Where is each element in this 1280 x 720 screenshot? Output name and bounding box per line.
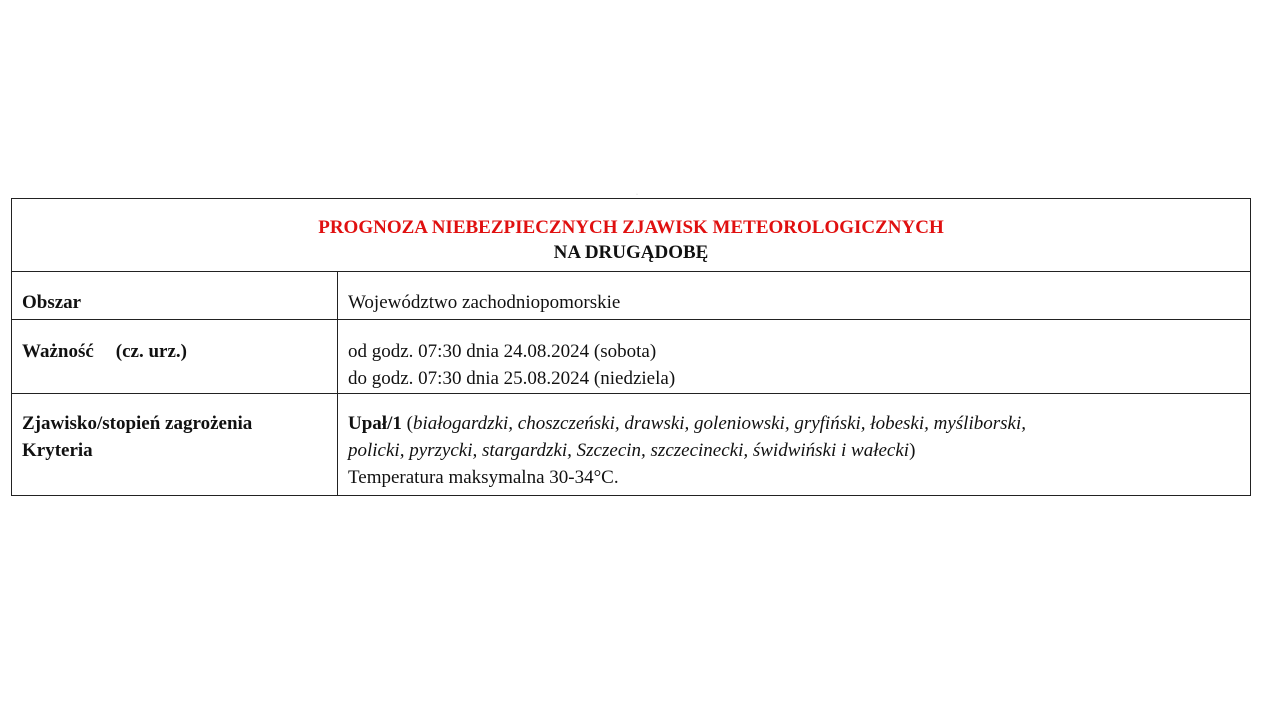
warning-table (11, 198, 1251, 496)
validity-to: do godz. 07:30 dnia 25.08.2024 (niedziela) (348, 368, 676, 389)
area-value: Województwo zachodniopomorskie (338, 272, 1251, 320)
phenomenon-line-1 (348, 410, 1250, 437)
validity-label-cell (12, 320, 338, 394)
warning-level: Upał/1 (348, 413, 402, 434)
validity-from: od godz. 07:30 dnia 24.08.2024 (sobota) (348, 341, 657, 362)
table-row-area (12, 272, 1251, 320)
validity-value-cell (338, 320, 1251, 394)
page-mark: · (636, 192, 638, 198)
phenomenon-label: Zjawisko/stopień zagrożenia (22, 413, 253, 434)
counties-list-1: białogardzki, choszczeński, drawski, goleniowski, gryfiński, łobeski, myśliborski, (412, 413, 1026, 434)
validity-label-note: (cz. urz.) (115, 341, 187, 362)
header-cell (12, 199, 1251, 272)
open-paren: ( (401, 413, 413, 434)
close-paren: ) (909, 440, 916, 461)
counties-list-2: policki, pyrzycki, stargardzki, Szczecin, szczecinecki, świdwiński i wałecki (348, 440, 910, 461)
phenomenon-line-2 (348, 437, 1250, 464)
phenomenon-value-cell (338, 394, 1251, 496)
table-row-phenomenon (12, 394, 1251, 496)
phenomenon-label-cell (12, 394, 338, 496)
header-row (12, 199, 1251, 272)
warning-subtitle: NA DRUGĄDOBĘ (553, 242, 709, 263)
criteria-value: Temperatura maksymalna 30-34°C. (348, 467, 619, 488)
warning-title: PROGNOZA NIEBEZPIECZNYCH ZJAWISK METEOROLOGICZNYCH (318, 217, 944, 238)
validity-label: Ważność (22, 341, 94, 362)
criteria-label: Kryteria (22, 440, 93, 461)
area-label: Obszar (12, 272, 338, 320)
table-row-validity (12, 320, 1251, 394)
